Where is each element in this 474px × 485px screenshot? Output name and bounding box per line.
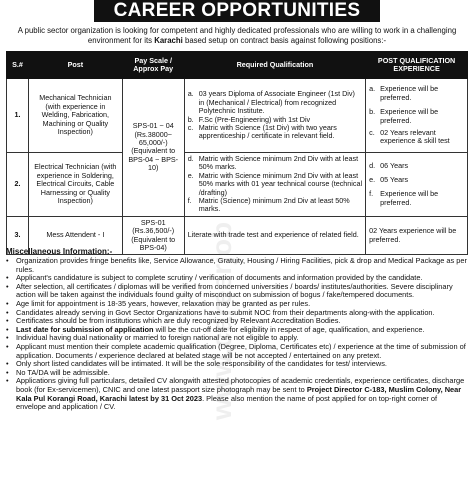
experience-item: b. Experience will be preferred.	[369, 107, 439, 125]
header-post: Post	[28, 52, 122, 79]
experience-item: e. 05 Years	[369, 175, 409, 185]
qualification-item: b. F.Sc (Pre-Engineering) with 1st Div	[187, 114, 311, 124]
list-item: • Only short listed candidates will be intimated. It will be the sole responsibility of the candidates for test/ interviews.	[6, 359, 387, 369]
header-pay: Pay Scale / Approx Pay	[122, 52, 184, 79]
table-header-row	[7, 52, 468, 79]
qualification-item: a. 03 years Diploma of Associate Engineer (1st Div) in (Mechanical / Electrical) from recognized Polytechnic Institute.	[187, 89, 355, 116]
row-post: Mechanical Technician (with experience in Welding, Fabrication, Machining or Quality Inspection)	[28, 79, 122, 153]
qualification-item: f. Matric (Science) minimum 2nd Div at least 50% marks.	[187, 196, 350, 214]
list-item: • Candidates already serving in Govt Sector Organizations have to submit NOC from their departments along-with the application.	[6, 307, 435, 317]
misc-heading: Miscellaneous Information:-	[6, 247, 113, 256]
header-sn: S.#	[7, 52, 29, 79]
title-banner	[0, 0, 474, 22]
row-sn: 2.	[7, 153, 29, 217]
row-experience	[366, 153, 468, 217]
list-item: • Age limit for appointment is 18-35 years, however, relaxation may be granted as per rules.	[6, 298, 311, 308]
list-item: • After selection, all certificates / diplomas will be verified from concerned universities / boards/ institutes/authorities. Severe disciplinary action will be taken against the individuals found guilty of misconduct on submission of bogus / fake/tempered documents.	[6, 281, 453, 300]
watermark: www.careerjob	[206, 221, 237, 420]
list-item: • Individual having dual nationality or married to foreign national are not eligible to apply.	[6, 333, 299, 343]
row-pay: SPS-01 (Rs.36,500/-) (Equivalent to BPS-04)	[122, 216, 184, 255]
row-sn: 1.	[7, 79, 29, 153]
qualification-item: e. Matric with Science minimum 2nd Div with at least 50% marks with 01 year technical course (technical /drafting)	[187, 170, 363, 197]
list-item: • Last date for submission of application will be the cut-off date for eligibility in respect of age, qualification, and experience.	[6, 324, 425, 334]
positions-table	[6, 51, 468, 255]
row-pay: SPS-01 ~ 04 (Rs.38000~ 65,000/-) (Equivalent to BPS-04 ~ BPS- 10)	[122, 79, 184, 217]
header-experience: POST QUALIFICATION EXPERIENCE	[366, 52, 468, 79]
experience-item: d. 06 Years	[369, 160, 409, 170]
contact-address: Project Director C-183, Muslim Colony, Near Kala Pul Korangi Road, Karachi latest by 31 Oct 2023	[16, 384, 462, 403]
qualification-item: d. Matric with Science minimum 2nd Div with at least 50% marks.	[187, 154, 359, 172]
misc-list	[6, 257, 468, 412]
row-qualification	[184, 153, 365, 217]
row-qualification: Literate with trade test and experience of related field.	[184, 216, 365, 255]
table-row	[7, 153, 468, 217]
intro-city: Karachi	[154, 35, 183, 45]
row-sn: 3.	[7, 216, 29, 255]
row-post: Electrical Technician (with experience in Soldering, Electrical Circuits, Cable Harnessing or Quality Inspection)	[28, 153, 122, 217]
list-item: • Certificates should be from institutions which are duly recognized by Relevant Accreditation Bodies.	[6, 316, 341, 326]
header-qualification: Required Qualification	[184, 52, 365, 79]
row-experience	[366, 79, 468, 153]
list-item: • No TA/DA will be admissible.	[6, 367, 110, 377]
list-item: • Applications giving full particulars, detailed CV alongwith attested photocopies of academic credentials, experience certificates, discharge book (for Ex-servicemen), CNIC and one latest passport size photograph may be sent to Project Director C-183, Muslim Colony, Near Kala Pul Korangi Road, Karachi latest by 31 Oct 2023. Please also mention the name of post applied for on top-right corner of envelope and application / CV.	[6, 376, 465, 412]
row-experience: 02 Years experience will be preferred.	[366, 216, 468, 255]
list-item: • Organization provides fringe benefits like, Service Allowance, Gratuity, Housing / Hiring Facilities, pick & drop and Medical Package as per rules.	[6, 256, 467, 274]
row-post: Mess Attendent - I	[28, 216, 122, 255]
list-item: • Applicant must mention their complete academic qualification (Degree, Diploma, Certificates etc) / experience at the time of submission of application. Documents / experience declared at belated stage will be not accepted / entertained on any pretext.	[6, 341, 466, 360]
experience-item: f. Experience will be preferred.	[369, 189, 439, 207]
table-row	[7, 79, 468, 153]
page-title: CAREER OPPORTUNITIES	[94, 0, 381, 22]
list-item: • Applicant's candidature is subject to complete scrutiny / verification of documents and information provided by the candidate.	[6, 273, 423, 283]
row-qualification	[184, 79, 365, 153]
experience-item: a. Experience will be preferred.	[369, 84, 439, 102]
qualification-item: c. Matric with Science (1st Div) with two years apprenticeship / certificate in relevant field.	[187, 122, 337, 141]
intro-paragraph: A public sector organization is looking for competent and highly dedicated professionals who are willing to work in a challenging environment for its Karachi based setup on contract basis against following positions:-	[17, 26, 457, 45]
experience-item: c. 02 Years relevant experience & skill test	[369, 127, 450, 146]
